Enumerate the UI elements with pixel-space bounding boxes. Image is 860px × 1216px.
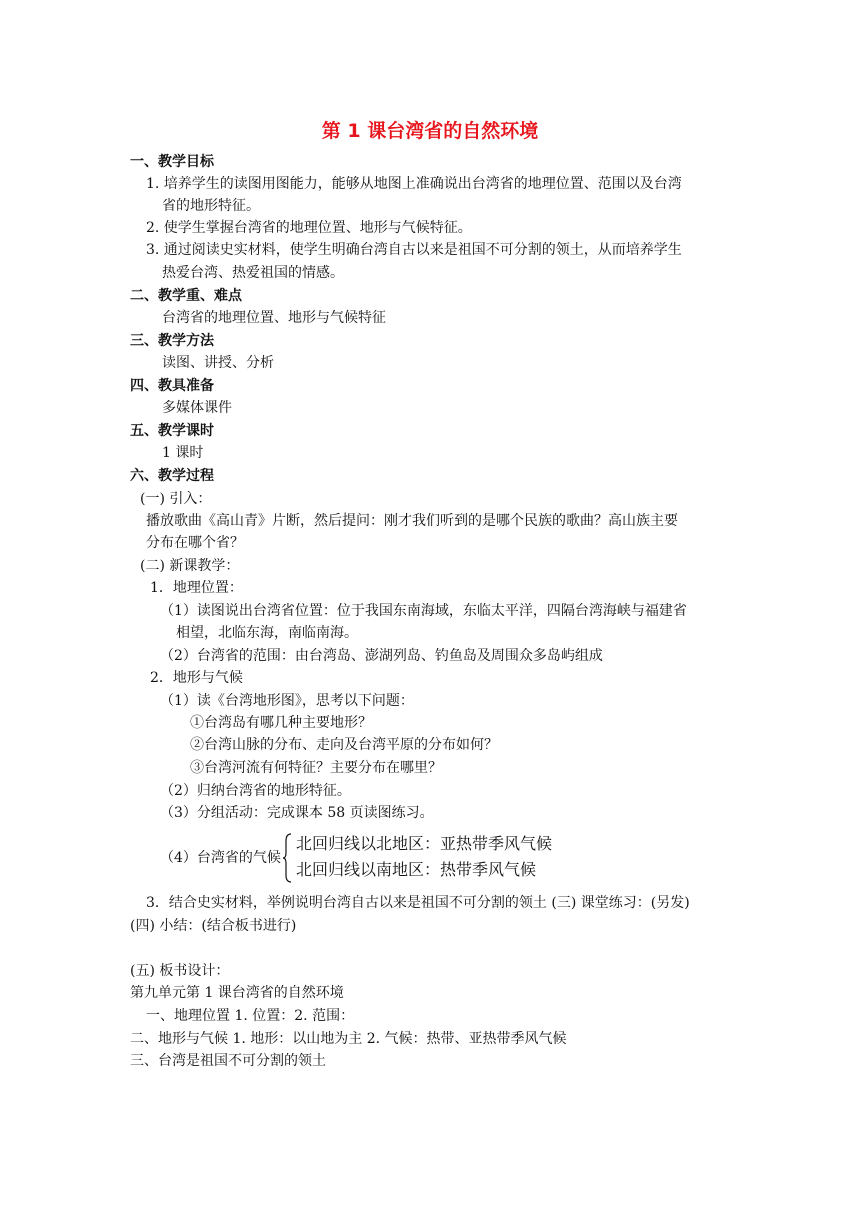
question-3: ③台湾河流有何特征？主要分布在哪里？ <box>190 760 442 776</box>
section-6-heading: 六、教学过程 <box>130 468 214 484</box>
intro-line-2: 分布在哪个省？ <box>146 535 244 551</box>
geo-position-1-line-1: （1）读图说出台湾省位置：位于我国东南海域，东临太平洋，四隔台湾海峡与福建省 <box>160 603 687 619</box>
section-5-heading: 五、教学课时 <box>130 423 214 439</box>
question-1: ①台湾岛有哪几种主要地形？ <box>190 715 372 731</box>
objective-2: 2. 使学生掌握台湾省的地理位置、地形与气候特征。 <box>146 220 472 236</box>
section-5-body: 1 课时 <box>162 445 204 461</box>
terrain-task-3: （3）分组活动：完成课本 58 页读图练习。 <box>160 805 434 821</box>
board-unit-title: 第九单元第 1 课台湾省的自然环境 <box>130 985 344 1001</box>
intro-label: (一) 引入： <box>140 491 212 507</box>
terrain-task-1: （1）读《台湾地形图》，思考以下问题： <box>160 693 414 709</box>
section-4-heading: 四、教具准备 <box>130 378 214 394</box>
objective-1-line-2: 省的地形特征。 <box>162 198 260 214</box>
geo-position-2: （2）台湾省的范围：由台湾岛、澎湖列岛、钓鱼岛及周围众多岛屿组成 <box>160 648 603 664</box>
brace-icon <box>282 833 292 883</box>
section-2-heading: 二、教学重、难点 <box>130 288 242 304</box>
section-2-body: 台湾省的地理位置、地形与气候特征 <box>162 310 386 326</box>
section-3-heading: 三、教学方法 <box>130 333 214 349</box>
section-3-body: 读图、讲授、分析 <box>162 355 274 371</box>
geo-position-label: 1．地理位置： <box>150 580 243 596</box>
terrain-climate-label: 2．地形与气候 <box>150 670 243 686</box>
board-design-label: (五) 板书设计： <box>130 963 230 979</box>
board-line-2: 二、地形与气候 1. 地形：以山地为主 2. 气候：热带、亚热带季风气候 <box>130 1031 567 1047</box>
document-title: 第 1 课台湾省的自然环境 <box>321 120 539 142</box>
objective-1-line-1: 1. 培养学生的读图用图能力，能够从地图上准确说出台湾省的地理位置、范围以及台湾 <box>146 176 682 192</box>
objective-3-line-1: 3. 通过阅读史实材料，使学生明确台湾自古以来是祖国不可分割的领土，从而培养学生 <box>146 242 682 258</box>
geo-position-1-line-2: 相望，北临东海，南临南海。 <box>176 625 358 641</box>
terrain-task-2: （2）归纳台湾省的地形特征。 <box>160 783 351 799</box>
new-lesson-label: (二) 新课教学： <box>140 558 240 574</box>
climate-label: （4）台湾省的气候 <box>160 850 281 866</box>
section-4-body: 多媒体课件 <box>162 400 232 416</box>
board-line-3: 三、台湾是祖国不可分割的领土 <box>130 1053 326 1069</box>
intro-line-1: 播放歌曲《高山青》片断，然后提问：刚才我们听到的是哪个民族的歌曲？高山族主要 <box>146 513 678 529</box>
section-1-heading: 一、教学目标 <box>130 154 214 170</box>
summary: (四) 小结：(结合板书进行) <box>130 918 297 934</box>
climate-north: 北回归线以北地区：亚热带季风气候 <box>296 834 553 853</box>
board-line-1: 一、地理位置 1. 位置：2. 范围： <box>146 1008 355 1024</box>
question-2: ②台湾山脉的分布、走向及台湾平原的分布如何？ <box>190 737 498 753</box>
history-and-exercise: 3．结合史实材料，举例说明台湾自古以来是祖国不可分割的领土 (三) 课堂练习：(另发) <box>146 895 690 911</box>
objective-3-line-2: 热爱台湾、热爱祖国的情感。 <box>162 265 344 281</box>
climate-south: 北回归线以南地区：热带季风气候 <box>296 860 537 879</box>
